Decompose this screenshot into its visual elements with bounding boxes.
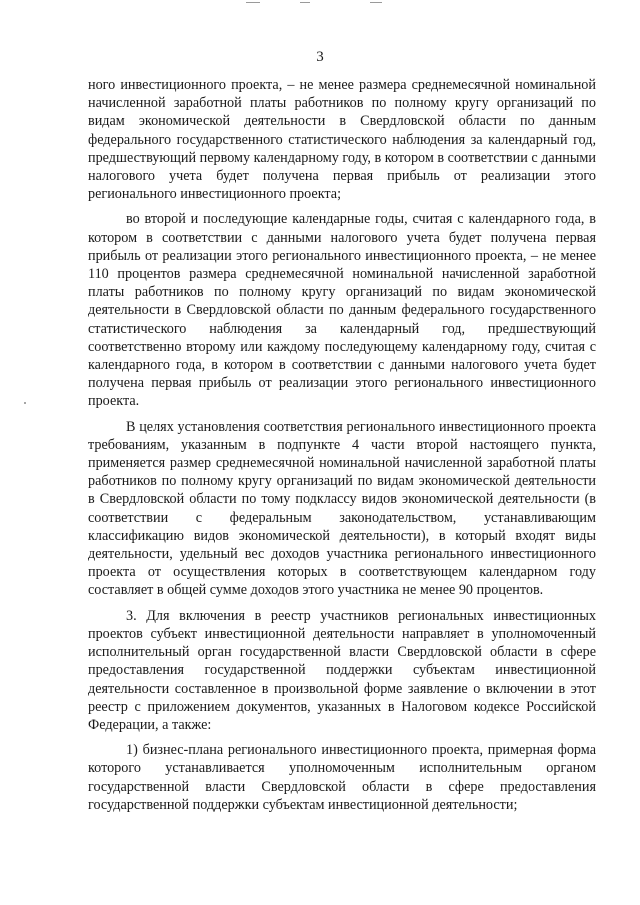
paragraph-registry-inclusion: 3. Для включения в реестр участников региональных инвестиционных проектов субъект инвестиционной деятельности направляет в уполномоченный исполнительный орган государственной власти Свердловской области в сфере предоставления государственной поддержки субъектам инвестиционной деятельности составленное в произвольной форме заявление о включении в этот реестр с приложением документов, указанных в Налоговом кодексе Российской Федерации, а также: bbox=[88, 607, 596, 733]
scan-artifact-mark bbox=[300, 2, 310, 3]
page-number: 3 bbox=[316, 49, 324, 65]
scan-artifact-mark bbox=[370, 2, 382, 3]
paragraph-business-plan: 1) бизнес-плана регионального инвестиционного проекта, примерная форма которого устанавливается уполномоченным исполнительным органом государственной власти Свердловской области в сфере предоставления государственной поддержки субъектам инвестиционной деятельности; bbox=[88, 742, 596, 813]
scan-artifact-mark bbox=[246, 2, 260, 3]
scan-artifact-dot bbox=[24, 402, 26, 404]
document-body bbox=[88, 76, 596, 821]
paragraph-compliance: В целях установления соответствия регионального инвестиционного проекта требованиям, указанным в подпункте 4 части второй настоящего пункта, применяется размер среднемесячной номинальной начисленной заработной платы работников по полному кругу организаций по видам экономической деятельности в Свердловской области по тому подклассу видов экономической деятельности (в соответствии с федеральным законодательством, устанавливающим классификацию видов экономической деятельности), в который входят виды деятельности, удельный вес доходов участника регионального инвестиционного проекта от осуществления которых в соответствующем календарном году составляет в общей сумме доходов этого участника не менее 90 процентов. bbox=[88, 418, 596, 599]
paragraph-second-years: во второй и последующие календарные годы, считая с календарного года, в котором в соответствии с данными налогового учета будет получена первая прибыль от реализации этого регионального инвестиционного проекта, – не менее 110 процентов размера среднемесячной номинальной начисленной заработной платы работников по полному кругу организаций по видам экономической деятельности в Свердловской области по данным федерального государственного статистического наблюдения за календарный год, предшествующий соответственно второму или каждому последующему календарному году, считая с календарного года, в котором в соответствии с данными налогового учета будет получена первая прибыль от реализации этого регионального инвестиционного проекта. bbox=[88, 211, 596, 410]
paragraph-continuation: ного инвестиционного проекта, – не менее размера среднемесячной номинальной начисленной заработной платы работников по полному кругу организаций по видам экономической деятельности в Свердловской области по данным федерального государственного статистического наблюдения за календарный год, предшествующий первому календарному году, в котором в соответствии с данными налогового учета будет получена первая прибыль от реализации этого регионального инвестиционного проекта; bbox=[88, 77, 597, 203]
